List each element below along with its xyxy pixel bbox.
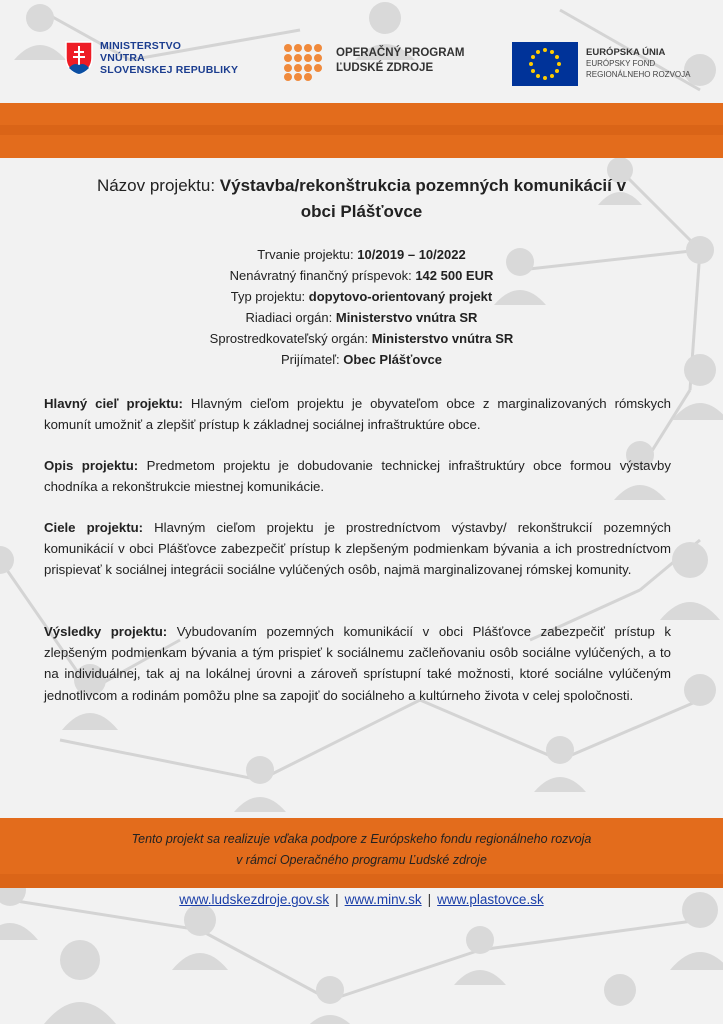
ministry-logo	[64, 40, 238, 76]
section-heading: Výsledky projektu:	[44, 624, 168, 639]
meta-intermediate-body: Sprostredkovateľský orgán: Ministerstvo vnútra SR	[209, 331, 514, 346]
meta-recipient: Prijímateľ: Obec Plášťovce	[280, 352, 443, 367]
section-heading: Opis projektu:	[44, 458, 139, 473]
footnote-line1: Tento projekt sa realizuje vďaka podpore z Európskeho fondu regionálneho rozvoja	[131, 832, 592, 846]
program-dots-icon	[282, 42, 324, 82]
eu-flag-icon	[512, 42, 578, 86]
meta-managing-authority: Riadiaci orgán: Ministerstvo vnútra SR	[245, 310, 478, 325]
footer-links	[40, 889, 683, 911]
link-plastovce[interactable]: www.plastovce.sk	[437, 892, 544, 907]
program-line1: OPERAČNÝ PROGRAM	[336, 47, 465, 59]
project-meta	[40, 244, 683, 370]
eu-line1: EURÓPSKA ÚNIA	[586, 47, 666, 58]
eu-line2: EURÓPSKY FOND	[586, 59, 656, 68]
meta-duration: Trvanie projektu: 10/2019 – 10/2022	[257, 247, 466, 262]
program-logo	[282, 42, 464, 82]
eu-logo	[512, 42, 690, 86]
title-label: Názov projektu:	[96, 176, 220, 195]
header-logos	[0, 0, 723, 100]
ministry-line1: MINISTERSTVO	[100, 40, 182, 52]
project-title	[40, 173, 683, 225]
slovak-crest-icon	[64, 40, 94, 76]
ministry-line2: VNÚTRA	[100, 52, 145, 64]
link-separator: |	[335, 892, 339, 907]
eu-line3: REGIONÁLNEHO ROZVOJA	[586, 70, 691, 79]
top-orange-band	[0, 103, 723, 158]
section-description	[44, 455, 671, 497]
title-value-line1: Výstavba/rekonštrukcia pozemných komunikácií v	[219, 176, 627, 195]
section-text: Hlavným cieľom projektu je obyvateľom obce z marginalizovaných rómskych komunít umožniť a zlepšiť prístup k základnej sociálnej infraštruktúre obce.	[44, 396, 671, 433]
section-goals	[44, 517, 671, 581]
program-line2: ĽUDSKÉ ZDROJE	[336, 62, 434, 74]
link-minv[interactable]: www.minv.sk	[344, 892, 422, 907]
section-text: Vybudovaním pozemných komunikácií v obci Plášťovce zabezpečiť prístup k zlepšeným podmienkam bývania a tým prispieť k sociálnemu začleňovaniu osôb sociálne vylúčených, a to na individuálnej, tak aj na lokálnej úrovni a zároveň sprístupní také možnosti, ktoré sociálne vylúčeným jednotlivcom a rodinám pomôžu plne sa zapojiť do sociálneho a kultúrneho života v celej spoločnosti.	[44, 624, 671, 703]
section-main-goal	[44, 393, 671, 435]
section-heading: Hlavný cieľ projektu:	[44, 396, 183, 411]
section-text: Predmetom projektu je dobudovanie technickej infraštruktúry obce formou výstavby chodníka a rekonštrukcie miestnej komunikácie.	[44, 458, 671, 495]
footnote-line2: v rámci Operačného programu Ľudské zdroje	[236, 853, 487, 867]
title-value-line2: obci Plášťovce	[300, 202, 423, 221]
link-separator: |	[427, 892, 432, 907]
funding-footnote	[40, 829, 683, 871]
meta-type: Typ projektu: dopytovo-orientovaný projekt	[230, 289, 493, 304]
link-ludskezdroje[interactable]: www.ludskezdroje.gov.sk	[179, 892, 330, 907]
ministry-line3: SLOVENSKEJ REPUBLIKY	[100, 64, 239, 76]
meta-grant: Nenávratný finančný príspevok: 142 500 EUR	[229, 268, 494, 283]
section-text: Hlavným cieľom projektu je prostredníctvom výstavby/ rekonštrukcií pozemných komunikácií v obci Plášťovce zabezpečiť prístup k zlepšeným podmienkam bývania a ich prostredníctvom prispievať k sociálnej integrácii sociálne vylúčených osôb, najmä marginalizovanej rómskej komunity.	[44, 520, 671, 578]
section-results	[44, 621, 671, 706]
section-heading: Ciele projektu:	[44, 520, 144, 535]
